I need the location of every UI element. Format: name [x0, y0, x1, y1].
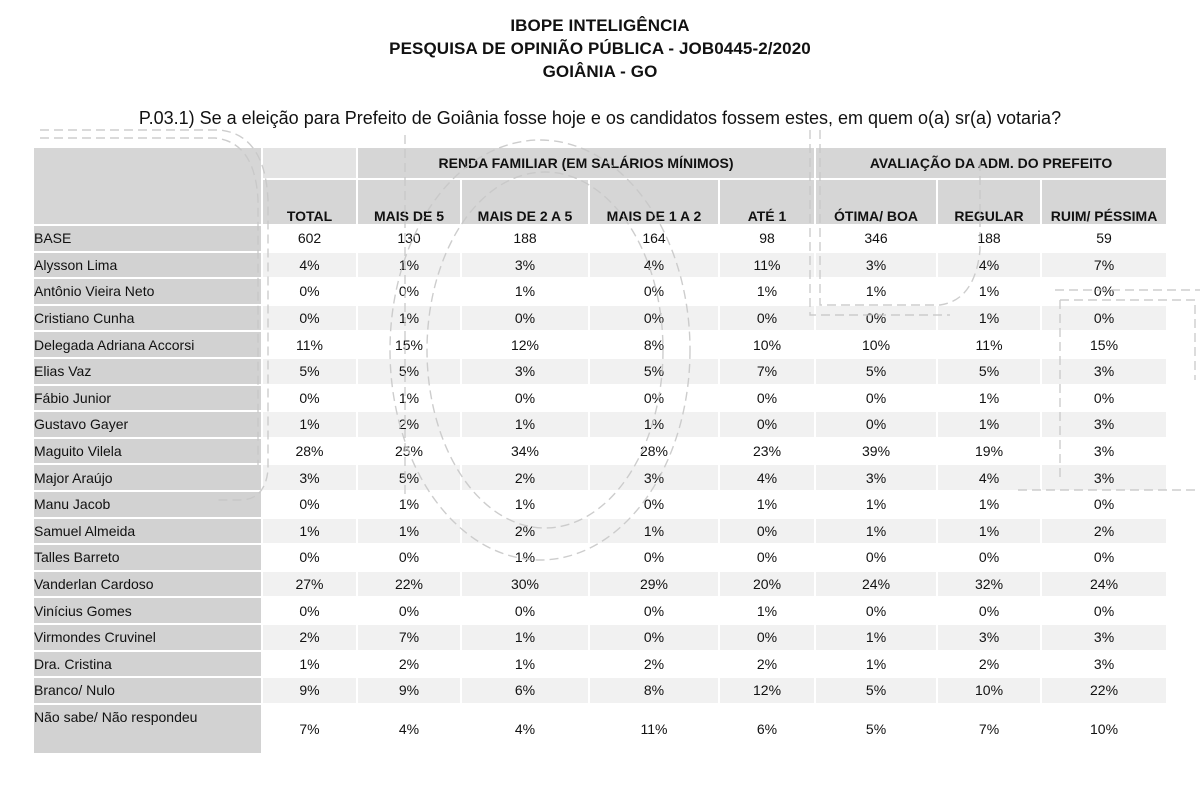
table-cell: 39%: [815, 438, 937, 465]
table-cell: 0%: [815, 305, 937, 332]
table-cell: 1%: [461, 491, 589, 518]
table-cell: 3%: [815, 464, 937, 491]
table-cell: 164: [589, 225, 719, 252]
table-cell: 3%: [1041, 624, 1167, 651]
table-cell: 15%: [357, 331, 461, 358]
table-cell: 0%: [262, 385, 357, 412]
row-label: Branco/ Nulo: [33, 677, 262, 704]
table-body: [33, 225, 1167, 754]
table-row: [33, 225, 1167, 252]
table-cell: 1%: [262, 518, 357, 545]
table-cell: 0%: [1041, 544, 1167, 571]
table-cell: 0%: [262, 544, 357, 571]
table-cell: 10%: [937, 677, 1041, 704]
table-cell: 0%: [1041, 278, 1167, 305]
table-cell: 5%: [815, 677, 937, 704]
table-cell: 0%: [262, 278, 357, 305]
table-cell: 1%: [815, 651, 937, 678]
column-header: MAIS DE 1 A 2: [589, 179, 719, 225]
table-cell: 4%: [262, 252, 357, 279]
table-cell: 1%: [815, 491, 937, 518]
table-cell: 11%: [937, 331, 1041, 358]
table-cell: 32%: [937, 571, 1041, 598]
column-header: MAIS DE 5: [357, 179, 461, 225]
table-cell: 0%: [815, 411, 937, 438]
table-cell: 2%: [357, 651, 461, 678]
group-header-row: [33, 147, 1167, 179]
table-cell: 1%: [461, 651, 589, 678]
row-label: Elias Vaz: [33, 358, 262, 385]
report-location: GOIÂNIA - GO: [542, 62, 658, 81]
table-cell: 1%: [357, 491, 461, 518]
table-cell: 7%: [262, 704, 357, 754]
table-row: [33, 278, 1167, 305]
table-cell: 1%: [719, 491, 815, 518]
table-cell: 0%: [1041, 491, 1167, 518]
table-cell: 3%: [589, 464, 719, 491]
column-header: ATÉ 1: [719, 179, 815, 225]
table-cell: 24%: [1041, 571, 1167, 598]
table-cell: 7%: [1041, 252, 1167, 279]
table-cell: 0%: [589, 278, 719, 305]
table-cell: 1%: [461, 278, 589, 305]
row-label: Virmondes Cruvinel: [33, 624, 262, 651]
table-cell: 7%: [719, 358, 815, 385]
table-cell: 188: [461, 225, 589, 252]
table-cell: 3%: [815, 252, 937, 279]
table-row: [33, 358, 1167, 385]
table-cell: 0%: [937, 544, 1041, 571]
table-cell: 1%: [589, 411, 719, 438]
table-cell: 2%: [461, 464, 589, 491]
table-cell: 59: [1041, 225, 1167, 252]
table-cell: 23%: [719, 438, 815, 465]
table-cell: 1%: [937, 278, 1041, 305]
table-cell: 7%: [937, 704, 1041, 754]
column-header: MAIS DE 2 A 5: [461, 179, 589, 225]
table-cell: 1%: [589, 518, 719, 545]
table-cell: 0%: [262, 491, 357, 518]
table-cell: 5%: [815, 704, 937, 754]
table-cell: 130: [357, 225, 461, 252]
row-label: Não sabe/ Não respondeu: [33, 704, 262, 754]
table-cell: 3%: [262, 464, 357, 491]
table-cell: 2%: [589, 651, 719, 678]
table-cell: 1%: [937, 411, 1041, 438]
table-cell: 11%: [719, 252, 815, 279]
table-cell: 11%: [262, 331, 357, 358]
table-row: [33, 385, 1167, 412]
table-cell: 0%: [589, 597, 719, 624]
row-label: Maguito Vilela: [33, 438, 262, 465]
table-cell: 4%: [937, 464, 1041, 491]
table-cell: 0%: [719, 544, 815, 571]
row-label: Gustavo Gayer: [33, 411, 262, 438]
table-cell: 3%: [461, 252, 589, 279]
row-label: Antônio Vieira Neto: [33, 278, 262, 305]
table-cell: 0%: [719, 385, 815, 412]
table-cell: 8%: [589, 331, 719, 358]
table-cell: 1%: [937, 491, 1041, 518]
report-header: [0, 14, 1200, 83]
table-cell: 12%: [461, 331, 589, 358]
table-cell: 0%: [589, 491, 719, 518]
table-cell: 0%: [815, 597, 937, 624]
table-cell: 2%: [461, 518, 589, 545]
table-cell: 3%: [1041, 358, 1167, 385]
table-cell: 0%: [461, 385, 589, 412]
row-label: Vanderlan Cardoso: [33, 571, 262, 598]
table-cell: 1%: [461, 544, 589, 571]
row-label: Vinícius Gomes: [33, 597, 262, 624]
row-label: Major Araújo: [33, 464, 262, 491]
table-cell: 19%: [937, 438, 1041, 465]
table-cell: 28%: [589, 438, 719, 465]
table-cell: 5%: [357, 464, 461, 491]
table-cell: 20%: [719, 571, 815, 598]
table-cell: 3%: [1041, 438, 1167, 465]
table-cell: 4%: [357, 704, 461, 754]
table-cell: 0%: [262, 305, 357, 332]
table-cell: 10%: [1041, 704, 1167, 754]
row-label: Delegada Adriana Accorsi: [33, 331, 262, 358]
table-cell: 5%: [262, 358, 357, 385]
table-cell: 1%: [461, 624, 589, 651]
table-cell: 0%: [719, 411, 815, 438]
total-group-cell: [262, 147, 357, 179]
row-label: Samuel Almeida: [33, 518, 262, 545]
table-cell: 0%: [937, 597, 1041, 624]
table-cell: 4%: [719, 464, 815, 491]
row-label: Talles Barreto: [33, 544, 262, 571]
table-cell: 22%: [357, 571, 461, 598]
table-cell: 10%: [815, 331, 937, 358]
table-cell: 27%: [262, 571, 357, 598]
table-cell: 1%: [815, 624, 937, 651]
table-cell: 2%: [1041, 518, 1167, 545]
table-row: [33, 331, 1167, 358]
table-cell: 0%: [1041, 305, 1167, 332]
row-label: Fábio Junior: [33, 385, 262, 412]
question-text: P.03.1) Se a eleição para Prefeito de Goiânia fosse hoje e os candidatos fossem estes, em quem o(a) sr(a) votaria?: [138, 108, 1062, 128]
table-cell: 0%: [589, 624, 719, 651]
table-cell: 98: [719, 225, 815, 252]
table-cell: 0%: [357, 597, 461, 624]
table-row: [33, 597, 1167, 624]
table-cell: 5%: [357, 358, 461, 385]
table-row: [33, 544, 1167, 571]
table-cell: 2%: [262, 624, 357, 651]
column-header: TOTAL: [262, 179, 357, 225]
table-cell: 6%: [719, 704, 815, 754]
table-cell: 5%: [589, 358, 719, 385]
table-cell: 0%: [815, 544, 937, 571]
table-cell: 15%: [1041, 331, 1167, 358]
table-cell: 1%: [461, 411, 589, 438]
group-header-avaliacao: AVALIAÇÃO DA ADM. DO PREFEITO: [815, 147, 1167, 179]
table-cell: 24%: [815, 571, 937, 598]
table-cell: 6%: [461, 677, 589, 704]
table-cell: 25%: [357, 438, 461, 465]
table-cell: 4%: [461, 704, 589, 754]
table-cell: 0%: [815, 385, 937, 412]
table-cell: 0%: [719, 624, 815, 651]
table-cell: 5%: [815, 358, 937, 385]
table-row: [33, 464, 1167, 491]
column-header: ÓTIMA/ BOA: [815, 179, 937, 225]
table-row: [33, 491, 1167, 518]
table-cell: 0%: [461, 597, 589, 624]
table-cell: 9%: [357, 677, 461, 704]
table-cell: 0%: [589, 305, 719, 332]
table-cell: 1%: [357, 252, 461, 279]
table-cell: 3%: [1041, 464, 1167, 491]
table-row: [33, 411, 1167, 438]
table-cell: 1%: [719, 278, 815, 305]
table-cell: 22%: [1041, 677, 1167, 704]
table-cell: 29%: [589, 571, 719, 598]
table-cell: 0%: [461, 305, 589, 332]
table-cell: 34%: [461, 438, 589, 465]
table-cell: 28%: [262, 438, 357, 465]
table-cell: 1%: [937, 385, 1041, 412]
table-row: [33, 571, 1167, 598]
table-cell: 30%: [461, 571, 589, 598]
table-cell: 2%: [937, 651, 1041, 678]
table-cell: 188: [937, 225, 1041, 252]
table-cell: 4%: [937, 252, 1041, 279]
table-cell: 0%: [357, 544, 461, 571]
table-cell: 1%: [719, 597, 815, 624]
report-survey-title: PESQUISA DE OPINIÃO PÚBLICA - JOB0445-2/2020: [389, 39, 811, 58]
corner-cell: [33, 147, 262, 225]
table-cell: 1%: [357, 518, 461, 545]
table-cell: 0%: [589, 385, 719, 412]
table-cell: 346: [815, 225, 937, 252]
table-cell: 4%: [589, 252, 719, 279]
table-cell: 1%: [937, 305, 1041, 332]
group-header-renda: RENDA FAMILIAR (EM SALÁRIOS MÍNIMOS): [357, 147, 815, 179]
table-cell: 0%: [1041, 597, 1167, 624]
table-cell: 0%: [357, 278, 461, 305]
table-row: [33, 252, 1167, 279]
table-cell: 5%: [937, 358, 1041, 385]
table-cell: 9%: [262, 677, 357, 704]
table-cell: 1%: [815, 278, 937, 305]
table-cell: 2%: [719, 651, 815, 678]
table-cell: 3%: [461, 358, 589, 385]
table-cell: 1%: [357, 305, 461, 332]
table-cell: 7%: [357, 624, 461, 651]
table-cell: 3%: [937, 624, 1041, 651]
row-label: Dra. Cristina: [33, 651, 262, 678]
table-cell: 0%: [719, 518, 815, 545]
table-cell: 11%: [589, 704, 719, 754]
table-row: [33, 677, 1167, 704]
row-label: Manu Jacob: [33, 491, 262, 518]
results-table: [32, 146, 1168, 755]
table-cell: 0%: [719, 305, 815, 332]
table-row: [33, 438, 1167, 465]
table-cell: 8%: [589, 677, 719, 704]
table-cell: 12%: [719, 677, 815, 704]
table-cell: 1%: [815, 518, 937, 545]
column-header: RUIM/ PÉSSIMA: [1041, 179, 1167, 225]
column-header: REGULAR: [937, 179, 1041, 225]
table-cell: 602: [262, 225, 357, 252]
table-cell: 1%: [262, 411, 357, 438]
table-row: [33, 624, 1167, 651]
table-cell: 2%: [357, 411, 461, 438]
row-label: BASE: [33, 225, 262, 252]
table-cell: 3%: [1041, 651, 1167, 678]
table-cell: 0%: [589, 544, 719, 571]
table-cell: 1%: [937, 518, 1041, 545]
table-row: [33, 305, 1167, 332]
table-cell: 1%: [357, 385, 461, 412]
table-cell: 0%: [1041, 385, 1167, 412]
table-cell: 1%: [262, 651, 357, 678]
report-org-title: IBOPE INTELIGÊNCIA: [510, 16, 690, 35]
table-row: [33, 704, 1167, 754]
row-label: Cristiano Cunha: [33, 305, 262, 332]
table-cell: 0%: [262, 597, 357, 624]
table-cell: 10%: [719, 331, 815, 358]
table-row: [33, 651, 1167, 678]
row-label: Alysson Lima: [33, 252, 262, 279]
table-cell: 3%: [1041, 411, 1167, 438]
table-row: [33, 518, 1167, 545]
